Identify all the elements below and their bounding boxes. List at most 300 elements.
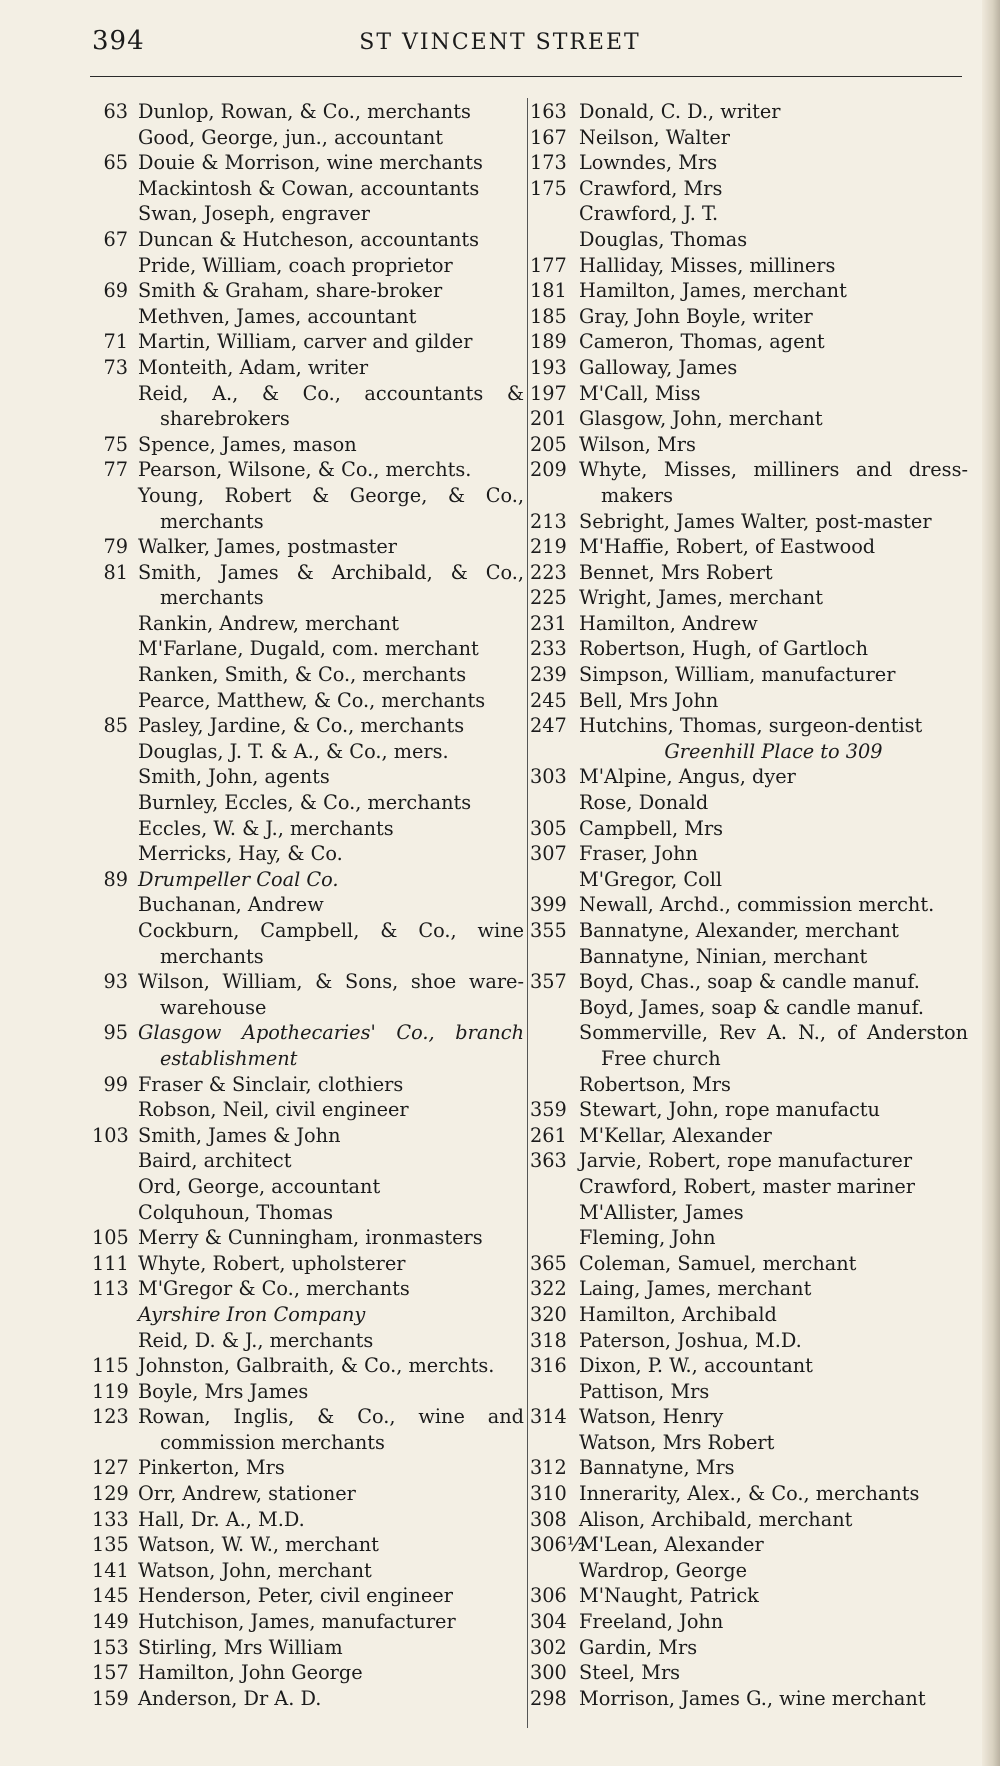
occupant-name: Crawford, Robert, master mariner (579, 1174, 916, 1198)
directory-entry (530, 1635, 968, 1661)
occupant-name: Watson, W. W., merchant (138, 1533, 379, 1557)
occupant-name: Stewart, John, rope manufactu (579, 1098, 880, 1122)
directory-entry (530, 176, 968, 202)
directory-entry (92, 329, 524, 355)
occupant-name: Swan, Joseph, engraver (138, 202, 370, 226)
directory-entry (530, 1379, 968, 1405)
occupant-name: Pinkerton, Mrs (138, 1456, 285, 1480)
street-number: 305 (530, 816, 567, 840)
street-number: 71 (103, 330, 128, 354)
occupant-name: Rankin, Andrew, merchant (138, 611, 399, 635)
directory-entry (92, 534, 524, 560)
occupant-name: Watson, John, merchant (138, 1558, 372, 1582)
directory-entry (530, 688, 968, 714)
occupant-name: M'Haffie, Robert, of Eastwood (579, 535, 876, 559)
occupant-name: Crawford, J. T. (579, 202, 719, 226)
occupant-name: Reid, A., & Co., accountants & sharebrokers (138, 381, 524, 431)
directory-entry (530, 1020, 968, 1071)
street-number: 365 (530, 1251, 567, 1275)
street-number: 127 (92, 1456, 129, 1480)
directory-entry (530, 1558, 968, 1584)
occupant-name: Freeland, John (579, 1610, 724, 1634)
street-number: 310 (530, 1482, 567, 1506)
column-divider (527, 98, 528, 1728)
occupant-name: Spence, James, mason (138, 432, 357, 456)
street-number: 316 (530, 1354, 567, 1378)
directory-entry (530, 636, 968, 662)
street-number: 225 (530, 586, 567, 610)
street-number: 163 (530, 100, 567, 123)
occupant-name: Glasgow, John, merchant (579, 407, 823, 431)
occupant-name: Laing, James, merchant (579, 1277, 812, 1301)
occupant-name: Hutchins, Thomas, surgeon-dentist (579, 714, 923, 738)
occupant-name: M'Call, Miss (579, 381, 701, 405)
street-number: 314 (530, 1405, 567, 1429)
occupant-name: Ayrshire Iron Company (138, 1302, 366, 1326)
occupant-name: Hamilton, John George (138, 1661, 363, 1685)
occupant-name: Glasgow Apothecaries' Co., branch establishment (138, 1021, 524, 1070)
street-number: 357 (530, 970, 567, 994)
directory-entry (530, 1225, 968, 1251)
directory-entry (92, 1455, 524, 1481)
street-number: 81 (103, 560, 128, 584)
occupant-name: Whyte, Robert, upholsterer (138, 1251, 406, 1275)
occupant-name: M'Naught, Patrick (579, 1584, 759, 1608)
directory-entry (92, 381, 524, 432)
directory-entry (92, 1123, 524, 1149)
street-number: 85 (103, 714, 128, 738)
directory-entry (92, 1583, 524, 1609)
occupant-name: Sommerville, Rev A. N., of Anderston Free church (579, 1021, 968, 1070)
occupant-name: Hamilton, Archibald (579, 1302, 777, 1326)
occupant-name: Orr, Andrew, stationer (138, 1482, 356, 1506)
street-number: 149 (92, 1610, 129, 1634)
occupant-name: Robertson, Hugh, of Gartloch (579, 637, 869, 661)
street-number: 300 (530, 1661, 567, 1685)
occupant-name: Bennet, Mrs Robert (579, 560, 773, 584)
occupant-name: Rowan, Inglis, & Co., wine and commission merchants (138, 1405, 524, 1454)
street-number: 239 (530, 663, 567, 687)
occupant-name: Paterson, Joshua, M.D. (579, 1328, 802, 1352)
directory-entry (530, 304, 968, 330)
occupant-name: Watson, Henry (579, 1405, 724, 1429)
directory-entry (92, 790, 524, 816)
street-number: 159 (92, 1686, 129, 1710)
occupant-name: Reid, D. & J., merchants (138, 1328, 374, 1352)
directory-entry (92, 1404, 524, 1455)
directory-entry (530, 1430, 968, 1456)
directory-entry (92, 1276, 524, 1302)
street-number: 355 (530, 919, 567, 942)
directory-entry (92, 892, 524, 918)
directory-entry (530, 1507, 968, 1533)
directory-entry (530, 432, 968, 458)
directory-entry (530, 1481, 968, 1507)
directory-entry (530, 1455, 968, 1481)
street-number: 73 (103, 355, 128, 379)
directory-entry (530, 662, 968, 688)
directory-entry (530, 1302, 968, 1328)
occupant-name: Pasley, Jardine, & Co., merchants (138, 714, 465, 738)
street-number: 93 (103, 970, 128, 994)
street-number: 312 (530, 1456, 567, 1480)
directory-entry (530, 995, 968, 1021)
occupant-name: Gray, John Boyle, writer (579, 304, 813, 328)
occupant-name: Hutchison, James, manufacturer (138, 1610, 456, 1634)
street-number: 69 (103, 279, 128, 303)
occupant-name: Fraser & Sinclair, clothiers (138, 1072, 404, 1096)
directory-entry (92, 278, 524, 304)
occupant-name: Bannatyne, Alexander, merchant (579, 919, 899, 942)
street-number: 189 (530, 330, 567, 354)
directory-entry (92, 739, 524, 765)
street-number: 77 (103, 458, 128, 482)
occupant-name: Gardin, Mrs (579, 1635, 698, 1659)
street-number: 307 (530, 842, 567, 866)
directory-entry (92, 1353, 524, 1379)
occupant-name: Colquhoun, Thomas (138, 1200, 333, 1224)
occupant-name: Mackintosh & Cowan, accountants (138, 176, 480, 200)
directory-entry (92, 99, 524, 125)
directory-entry (530, 1072, 968, 1098)
occupant-name: Jarvie, Robert, rope manufacturer (579, 1149, 913, 1173)
directory-entry (530, 867, 968, 893)
street-number: 157 (92, 1661, 129, 1685)
street-number: 173 (530, 151, 567, 175)
occupant-name: Donald, C. D., writer (579, 100, 781, 123)
occupant-name: Wilson, William, & Sons, shoe ware-warehouse (138, 970, 524, 1019)
occupant-name: Wilson, Mrs (579, 432, 696, 456)
directory-entry (530, 227, 968, 253)
street-number: 399 (530, 893, 567, 917)
occupant-name: Smith & Graham, share-broker (138, 279, 443, 303)
directory-entry (92, 1097, 524, 1123)
page-number: 394 (92, 26, 145, 56)
occupant-name: Hall, Dr. A., M.D. (138, 1507, 305, 1531)
directory-entry (530, 150, 968, 176)
occupant-name: Buchanan, Andrew (138, 893, 324, 917)
occupant-name: Lowndes, Mrs (579, 151, 718, 175)
occupant-name: Douie & Morrison, wine merchants (138, 151, 483, 175)
occupant-name: Wardrop, George (579, 1558, 748, 1582)
occupant-name: Watson, Mrs Robert (579, 1430, 775, 1454)
directory-entry (92, 918, 524, 969)
directory-entry (92, 867, 524, 893)
directory-entry (530, 201, 968, 227)
directory-entry (530, 841, 968, 867)
directory-entry (530, 457, 968, 508)
directory-entry (92, 662, 524, 688)
street-number: 209 (530, 458, 567, 482)
occupant-name: Good, George, jun., accountant (138, 125, 444, 149)
occupant-name: Boyd, Chas., soap & candle manuf. (579, 970, 920, 994)
occupant-name: Johnston, Galbraith, & Co., merchts. (138, 1354, 495, 1378)
directory-entry (530, 534, 968, 560)
street-number: 89 (103, 867, 128, 891)
street-number: 304 (530, 1610, 567, 1634)
directory-entry (530, 892, 968, 918)
occupant-name: Smith, James & John (138, 1123, 341, 1147)
street-number: 119 (92, 1379, 129, 1403)
occupant-name: Halliday, Misses, milliners (579, 253, 836, 277)
occupant-name: Sebright, James Walter, post-master (579, 509, 932, 533)
directory-entry (92, 1558, 524, 1584)
directory-entry (530, 329, 968, 355)
occupant-name: Pearce, Matthew, & Co., merchants (138, 688, 486, 712)
directory-entry (530, 99, 968, 125)
directory-entry (92, 355, 524, 381)
street-number: 175 (530, 176, 567, 200)
street-number: 231 (530, 611, 567, 635)
street-number: 302 (530, 1635, 567, 1659)
directory-entry (92, 1174, 524, 1200)
street-number: 306 (530, 1584, 567, 1608)
occupant-name: Rose, Donald (579, 791, 709, 815)
directory-entry (530, 381, 968, 407)
directory-entry (92, 253, 524, 279)
directory-entry (92, 125, 524, 151)
occupant-name: Simpson, William, manufacturer (579, 663, 896, 687)
occupant-name: Smith, John, agents (138, 765, 330, 789)
directory-entry (92, 176, 524, 202)
occupant-name: Ord, George, accountant (138, 1174, 381, 1198)
occupant-name: Dunlop, Rowan, & Co., merchants (138, 100, 471, 123)
directory-entry (530, 816, 968, 842)
occupant-name: Dixon, P. W., accountant (579, 1354, 813, 1378)
street-number: 318 (530, 1328, 567, 1352)
directory-entry (92, 1635, 524, 1661)
occupant-name: Henderson, Peter, civil engineer (138, 1584, 453, 1608)
directory-entry (92, 1072, 524, 1098)
directory-entry (92, 636, 524, 662)
occupant-name: Fleming, John (579, 1226, 716, 1250)
street-number: 219 (530, 535, 567, 559)
directory-entry (530, 790, 968, 816)
directory-entry (530, 918, 968, 944)
directory-entry (530, 1404, 968, 1430)
directory-entry (92, 227, 524, 253)
street-number: 247 (530, 714, 567, 738)
street-number: 123 (92, 1405, 129, 1429)
occupant-name: Whyte, Misses, milliners and dress-makers (579, 458, 968, 507)
directory-entry (530, 1148, 968, 1174)
page-header (0, 22, 1000, 62)
occupant-name: Coleman, Samuel, merchant (579, 1251, 857, 1275)
occupant-name: M'Gregor & Co., merchants (138, 1277, 410, 1301)
street-number: 145 (92, 1584, 129, 1608)
directory-entry (530, 1583, 968, 1609)
street-number: 141 (92, 1558, 129, 1582)
directory-entry (530, 1532, 968, 1558)
street-number: 245 (530, 688, 567, 712)
occupant-name: Smith, James & Archibald, & Co., merchants (138, 560, 524, 610)
directory-entry (92, 432, 524, 458)
occupant-name: Burnley, Eccles, & Co., merchants (138, 791, 472, 815)
street-number: 95 (103, 1021, 128, 1045)
occupant-name: M'Kellar, Alexander (579, 1123, 772, 1147)
running-title: ST VINCENT STREET (359, 30, 641, 55)
street-number: 298 (530, 1686, 567, 1710)
street-number: 363 (530, 1149, 567, 1173)
occupant-name: Young, Robert & George, & Co., merchants (138, 483, 524, 533)
header-rule (90, 76, 962, 77)
occupant-name: Bannatyne, Mrs (579, 1456, 735, 1480)
occupant-name: Duncan & Hutcheson, accountants (138, 227, 480, 251)
street-number: 75 (103, 432, 128, 456)
occupant-name: Bell, Mrs John (579, 688, 719, 712)
directory-entry (530, 1660, 968, 1686)
directory-entry (92, 1251, 524, 1277)
page-edge-shadow (982, 0, 1000, 1766)
directory-entry (92, 1507, 524, 1533)
street-number: 359 (530, 1098, 567, 1122)
occupant-name: M'Lean, Alexander (579, 1533, 764, 1557)
street-number: 115 (92, 1354, 129, 1378)
street-number: 213 (530, 509, 567, 533)
street-number: 197 (530, 381, 567, 405)
street-number: 205 (530, 432, 567, 456)
street-number: 177 (530, 253, 567, 277)
directory-entry (530, 1097, 968, 1123)
directory-entry (530, 944, 968, 970)
directory-entry (92, 201, 524, 227)
street-number: 113 (92, 1277, 129, 1301)
occupant-name: Bannatyne, Ninian, merchant (579, 944, 868, 968)
street-number: 65 (103, 151, 128, 175)
directory-entry (530, 713, 968, 739)
directory-entry (92, 483, 524, 534)
occupant-name: Eccles, W. & J., merchants (138, 816, 394, 840)
directory-entry (92, 713, 524, 739)
street-number: 63 (103, 100, 128, 123)
street-number: 185 (530, 304, 567, 328)
directory-entry (92, 1302, 524, 1328)
street-number: 79 (103, 535, 128, 559)
street-number: 135 (92, 1533, 129, 1557)
occupant-name: Newall, Archd., commission mercht. (579, 893, 935, 917)
occupant-name: Pearson, Wilsone, & Co., merchts. (138, 458, 472, 482)
directory-entry (92, 1481, 524, 1507)
street-number: 308 (530, 1507, 567, 1531)
occupant-name: Merricks, Hay, & Co. (138, 842, 343, 866)
occupant-name: Pride, William, coach proprietor (138, 253, 453, 277)
occupant-name: Baird, architect (138, 1149, 292, 1173)
occupant-name: Walker, James, postmaster (138, 535, 397, 559)
occupant-name: Neilson, Walter (579, 125, 730, 149)
directory-entry (530, 406, 968, 432)
occupant-name: Boyle, Mrs James (138, 1379, 309, 1403)
occupant-name: Campbell, Mrs (579, 816, 724, 840)
directory-entry (92, 841, 524, 867)
occupant-name: Cameron, Thomas, agent (579, 330, 825, 354)
street-number: 153 (92, 1635, 129, 1659)
directory-entry (530, 1174, 968, 1200)
directory-entry (530, 509, 968, 535)
directory-entry (92, 816, 524, 842)
occupant-name: M'Alpine, Angus, dyer (579, 765, 796, 789)
directory-entry (92, 1225, 524, 1251)
directory-entry (92, 150, 524, 176)
occupant-name: Ranken, Smith, & Co., merchants (138, 663, 467, 687)
street-number: 103 (92, 1123, 129, 1147)
occupant-name: M'Farlane, Dugald, com. merchant (138, 637, 479, 661)
directory-entry (92, 1379, 524, 1405)
directory-entry (530, 585, 968, 611)
street-number: 201 (530, 407, 567, 431)
left-column (92, 99, 524, 1711)
occupant-name: Martin, William, carver and gilder (138, 330, 473, 354)
directory-entry (530, 1609, 968, 1635)
street-number: 167 (530, 125, 567, 149)
street-number: 181 (530, 279, 567, 303)
directory-entry (92, 1148, 524, 1174)
occupant-name: Hamilton, Andrew (579, 611, 758, 635)
occupant-name: Wright, James, merchant (579, 586, 823, 610)
directory-entry (530, 969, 968, 995)
occupant-name: Anderson, Dr A. D. (138, 1686, 322, 1710)
directory-entry (92, 1020, 524, 1071)
occupant-name: Crawford, Mrs (579, 176, 723, 200)
occupant-name: Alison, Archibald, merchant (579, 1507, 853, 1531)
directory-entry (92, 764, 524, 790)
directory-entry (530, 1353, 968, 1379)
directory-entry (92, 1660, 524, 1686)
directory-entry (92, 1532, 524, 1558)
occupant-name: Stirling, Mrs William (138, 1635, 343, 1659)
directory-entry (92, 457, 524, 483)
street-number: 233 (530, 637, 567, 661)
directory-entry (530, 739, 968, 765)
directory-entry (530, 355, 968, 381)
directory-entry (530, 1123, 968, 1149)
directory-entry (92, 1200, 524, 1226)
directory-entry (92, 560, 524, 611)
street-number: 67 (103, 227, 128, 251)
street-number: 303 (530, 765, 567, 789)
occupant-name: Fraser, John (579, 842, 698, 866)
directory-entry (530, 1328, 968, 1354)
directory-entry (92, 688, 524, 714)
directory-entry (92, 611, 524, 637)
street-number: 306½ (530, 1533, 586, 1557)
street-number: 261 (530, 1123, 567, 1147)
occupant-name: Morrison, James G., wine merchant (579, 1686, 926, 1710)
occupant-name: M'Gregor, Coll (579, 867, 723, 891)
occupant-name: M'Allister, James (579, 1200, 744, 1224)
street-number: 320 (530, 1302, 567, 1326)
directory-entry (530, 560, 968, 586)
directory-entry (92, 1686, 524, 1712)
occupant-name: Robson, Neil, civil engineer (138, 1098, 409, 1122)
directory-entry (92, 304, 524, 330)
directory-entry (530, 1251, 968, 1277)
street-number: 105 (92, 1226, 129, 1250)
directory-entry (530, 278, 968, 304)
occupant-name: Innerarity, Alex., & Co., merchants (579, 1482, 920, 1506)
occupant-name: Hamilton, James, merchant (579, 279, 847, 303)
street-number: 133 (92, 1507, 129, 1531)
occupant-name: Cockburn, Campbell, & Co., wine merchants (138, 919, 524, 968)
street-number: 111 (92, 1251, 129, 1275)
right-column (530, 99, 968, 1711)
directory-entry (530, 1200, 968, 1226)
directory-entry (92, 969, 524, 1020)
street-number: 193 (530, 355, 567, 379)
occupant-name: Douglas, J. T. & A., & Co., mers. (138, 739, 449, 763)
street-number: 322 (530, 1277, 567, 1301)
occupant-name: Monteith, Adam, writer (138, 355, 369, 379)
occupant-name: Methven, James, accountant (138, 304, 417, 328)
